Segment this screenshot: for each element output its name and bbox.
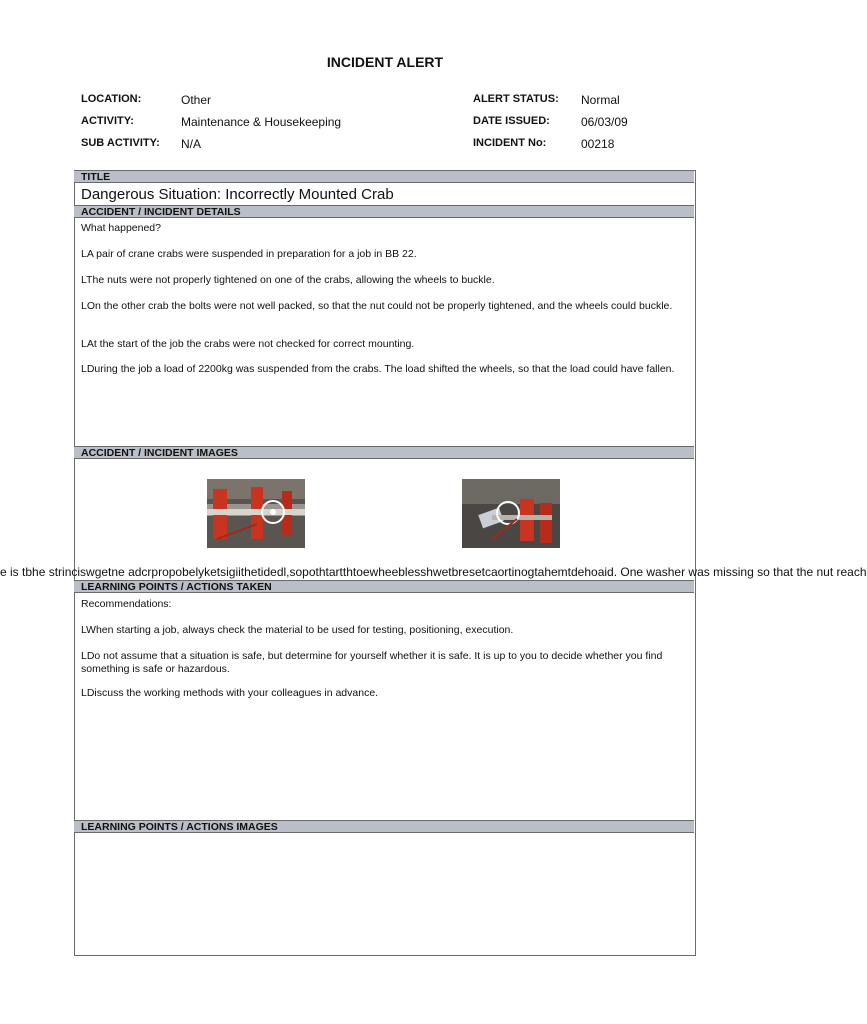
incident-no-label: INCIDENT No:	[473, 137, 547, 149]
activity-label: ACTIVITY:	[81, 115, 134, 127]
incident-no-value: 00218	[581, 137, 615, 151]
images-section-bar: ACCIDENT / INCIDENT IMAGES	[74, 446, 694, 459]
incident-photo-1	[207, 479, 305, 548]
details-paragraph: LOn the other crab the bolts were not well packed, so that the nut could not be properly tightened, and the wheels could buckle.	[81, 300, 673, 312]
learning-paragraph: Recommendations:	[81, 598, 172, 610]
learning-section-bar: LEARNING POINTS / ACTIONS TAKEN	[74, 580, 694, 593]
alert-status-label: ALERT STATUS:	[473, 93, 559, 105]
date-issued-value: 06/03/09	[581, 115, 628, 129]
sub-activity-value: N/A	[181, 137, 202, 151]
date-issued-label: DATE ISSUED:	[473, 115, 550, 127]
learning-paragraph: LDo not assume that a situation is safe, but determine for yourself whether it is safe. It is up to you to decide whether you find something is safe or hazardous.	[81, 650, 663, 675]
sub-activity-label: SUB ACTIVITY:	[81, 137, 160, 149]
details-paragraph: LA pair of crane crabs were suspended in preparation for a job in BB 22.	[81, 248, 417, 260]
details-paragraph: LAt the start of the job the crabs were not checked for correct mounting.	[81, 338, 415, 350]
report-frame	[74, 170, 696, 956]
learning-images-section-bar: LEARNING POINTS / ACTIONS IMAGES	[74, 820, 694, 833]
details-paragraph: LDuring the job a load of 2200kg was suspended from the crabs. The load shifted the wheels, so that the load could have fallen.	[81, 363, 675, 375]
location-label: LOCATION:	[81, 93, 142, 105]
details-paragraph: What happened?	[81, 222, 161, 234]
incident-title: Dangerous Situation: Incorrectly Mounted Crab	[81, 186, 394, 203]
activity-value: Maintenance & Housekeeping	[181, 115, 342, 129]
alert-status-value: Normal	[581, 93, 620, 107]
title-section-bar: TITLE	[74, 170, 694, 183]
learning-paragraph: LDiscuss the working methods with your colleagues in advance.	[81, 687, 379, 699]
learning-paragraph: LWhen starting a job, always check the material to be used for testing, positioning, execution.	[81, 624, 514, 636]
details-section-bar: ACCIDENT / INCIDENT DETAILS	[74, 205, 694, 218]
incident-photo-2	[462, 479, 560, 548]
location-value: Other	[181, 93, 212, 107]
image-caption-overlap: e is tbhe strinciswgetne adcrpropobelyketsigiithetidedl,sopothtartthtoewheeblesshwetbresetcaortinogtahemtdehoaid. One washer was missing so that the nut reach	[0, 565, 867, 579]
details-paragraph: LThe nuts were not properly tightened on one of the crabs, allowing the wheels to buckle.	[81, 274, 495, 286]
page-title: INCIDENT ALERT	[326, 54, 444, 70]
